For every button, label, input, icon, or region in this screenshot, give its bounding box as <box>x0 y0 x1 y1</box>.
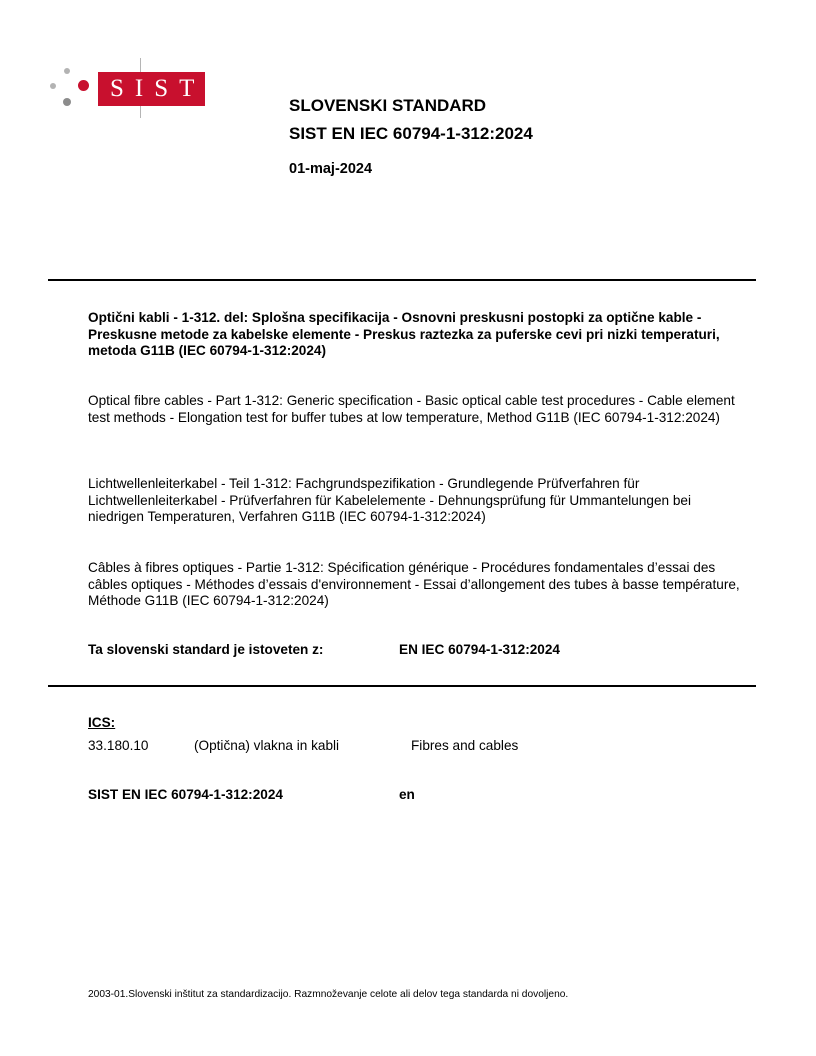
identical-label: Ta slovenski standard je istoveten z: <box>88 642 324 657</box>
title-german: Lichtwellenleiterkabel - Teil 1-312: Fachgrundspezifikation - Grundlegende Prüfverfahren für Lichtwellenleiterkabel - Prüfverfahren für Kabelelemente - Dehnungsprüfung für Ummantelungen bei niedrigen Temperaturen, Verfahren G11B (IEC 60794-1-312:2024) <box>88 476 691 524</box>
copyright-notice: 2003-01.Slovenski inštitut za standardizacijo. Razmnoževanje celote ali delov tega standarda ni dovoljeno. <box>88 989 569 1000</box>
standard-heading: SLOVENSKI STANDARD <box>289 96 487 115</box>
publication-date: 01-maj-2024 <box>289 161 373 177</box>
footer-standard-id: SIST EN IEC 60794-1-312:2024 <box>88 787 283 802</box>
title-french: Câbles à fibres optiques - Partie 1-312: Spécification générique - Procédures fondamentales d’essai des câbles optiques - Méthodes d’essais d'environnement - Essai d’allongement des tubes à basse température, Méthode G11B (IEC 60794-1-312:2024) <box>88 560 740 608</box>
ics-description-sl: (Optična) vlakna in kabli <box>194 738 340 753</box>
footer-language: en <box>399 787 415 802</box>
divider-bottom <box>48 685 756 687</box>
ics-heading: ICS: <box>88 715 116 730</box>
title-english: Optical fibre cables - Part 1-312: Generic specification - Basic optical cable test procedures - Cable element test methods - Elongation test for buffer tubes at low temperature, Method G11B (IEC 60794-1-312:2024) <box>88 393 735 425</box>
logo-dot-3 <box>63 98 71 106</box>
logo-dot-2 <box>50 83 56 89</box>
standard-number: SIST EN IEC 60794-1-312:2024 <box>289 124 533 143</box>
logo-dot-1 <box>64 68 70 74</box>
logo-dot-4 <box>78 80 89 91</box>
title-slovenian: Optični kabli - 1-312. del: Splošna specifikacija - Osnovni preskusni postopki za optične kable - Preskusne metode za kabelske elemente - Preskus raztezka za puferske cevi pri nizki temperaturi, metoda G11B (IEC 60794-1-312:2024) <box>88 310 720 358</box>
identical-value: EN IEC 60794-1-312:2024 <box>399 642 560 657</box>
logo-text: SIST <box>110 75 206 102</box>
ics-code: 33.180.10 <box>88 738 149 753</box>
logo-box <box>98 72 205 106</box>
divider-top <box>48 279 756 281</box>
ics-description-en: Fibres and cables <box>411 738 519 753</box>
